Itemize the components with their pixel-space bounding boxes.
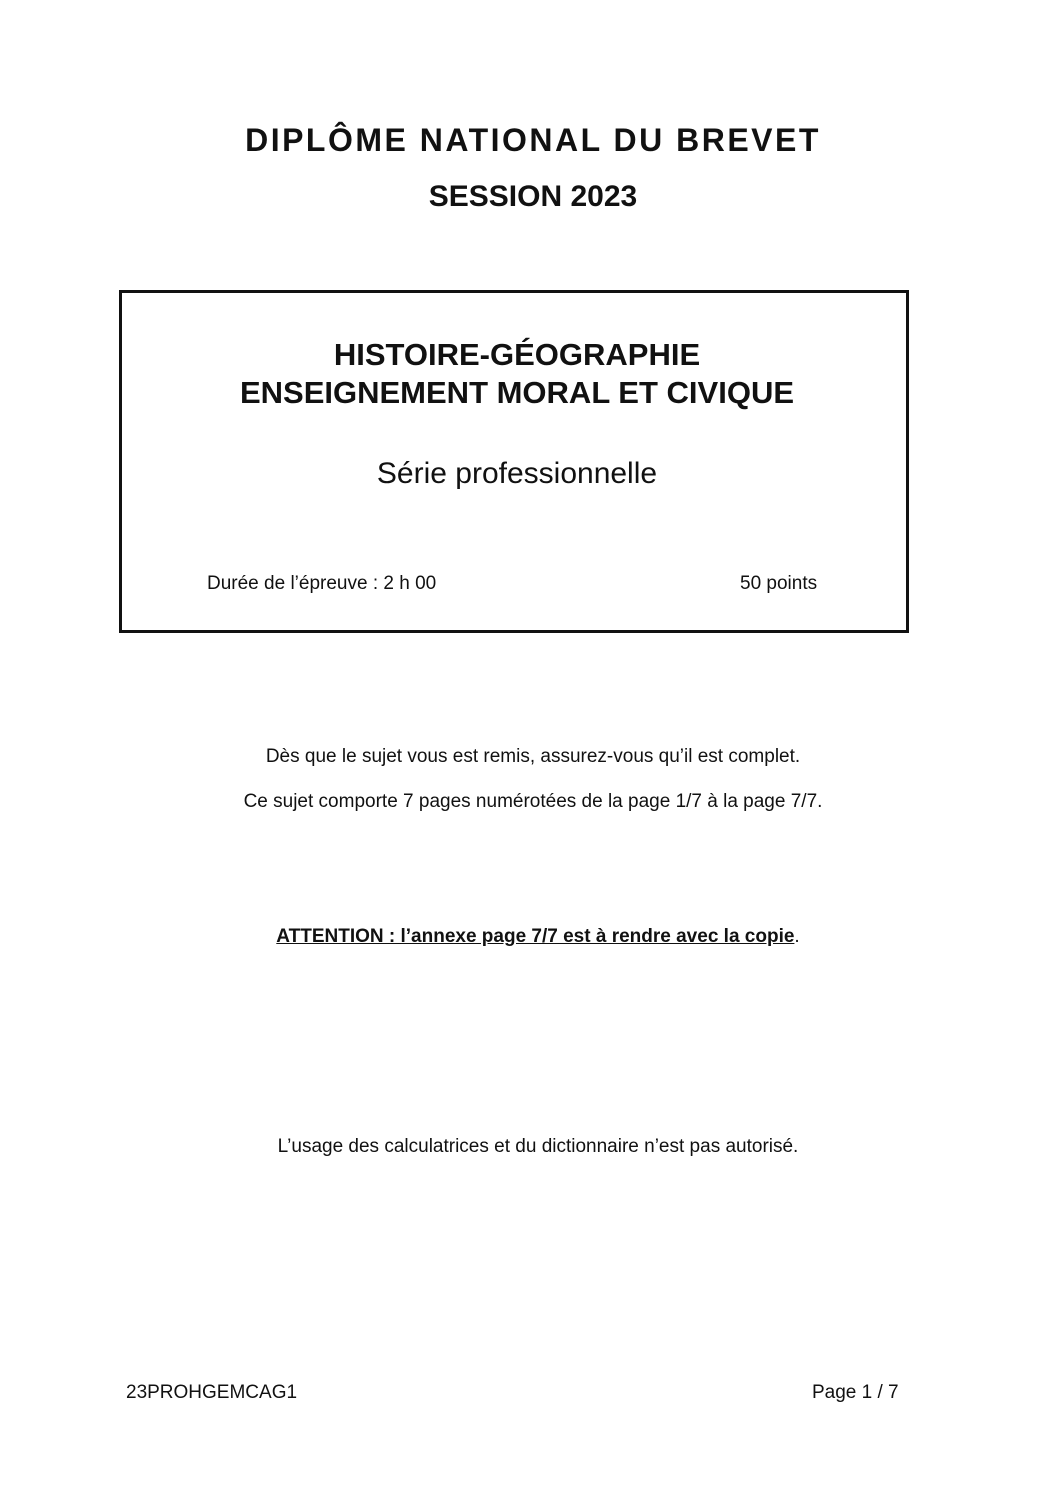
usage-notice: L’usage des calculatrices et du dictionnaire n’est pas autorisé. bbox=[277, 1136, 799, 1157]
exam-info-box bbox=[119, 290, 909, 633]
exam-points: 50 points bbox=[740, 573, 818, 594]
attention-notice bbox=[0, 926, 1058, 948]
exam-duration: Durée de l’épreuve : 2 h 00 bbox=[207, 573, 437, 594]
instruction-page-count: Ce sujet comporte 7 pages numérotées de la page 1/7 à la page 7/7. bbox=[243, 791, 823, 812]
exam-session: SESSION 2023 bbox=[428, 180, 638, 213]
instruction-complete-check: Dès que le sujet vous est remis, assurez-vous qu’il est complet. bbox=[265, 746, 801, 767]
exam-series: Série professionnelle bbox=[376, 457, 658, 490]
document-code: 23PROHGEMCAG1 bbox=[126, 1382, 298, 1403]
page-number: Page 1 / 7 bbox=[812, 1382, 899, 1403]
subject-line-2: ENSEIGNEMENT MORAL ET CIVIQUE bbox=[239, 375, 795, 410]
exam-title: DIPLÔME NATIONAL DU BREVET bbox=[245, 122, 821, 158]
attention-text: ATTENTION : l’annexe page 7/7 est à rendre avec la copie bbox=[276, 926, 795, 947]
subject-line-1: HISTOIRE-GÉOGRAPHIE bbox=[333, 337, 701, 372]
attention-period: . bbox=[794, 926, 800, 947]
